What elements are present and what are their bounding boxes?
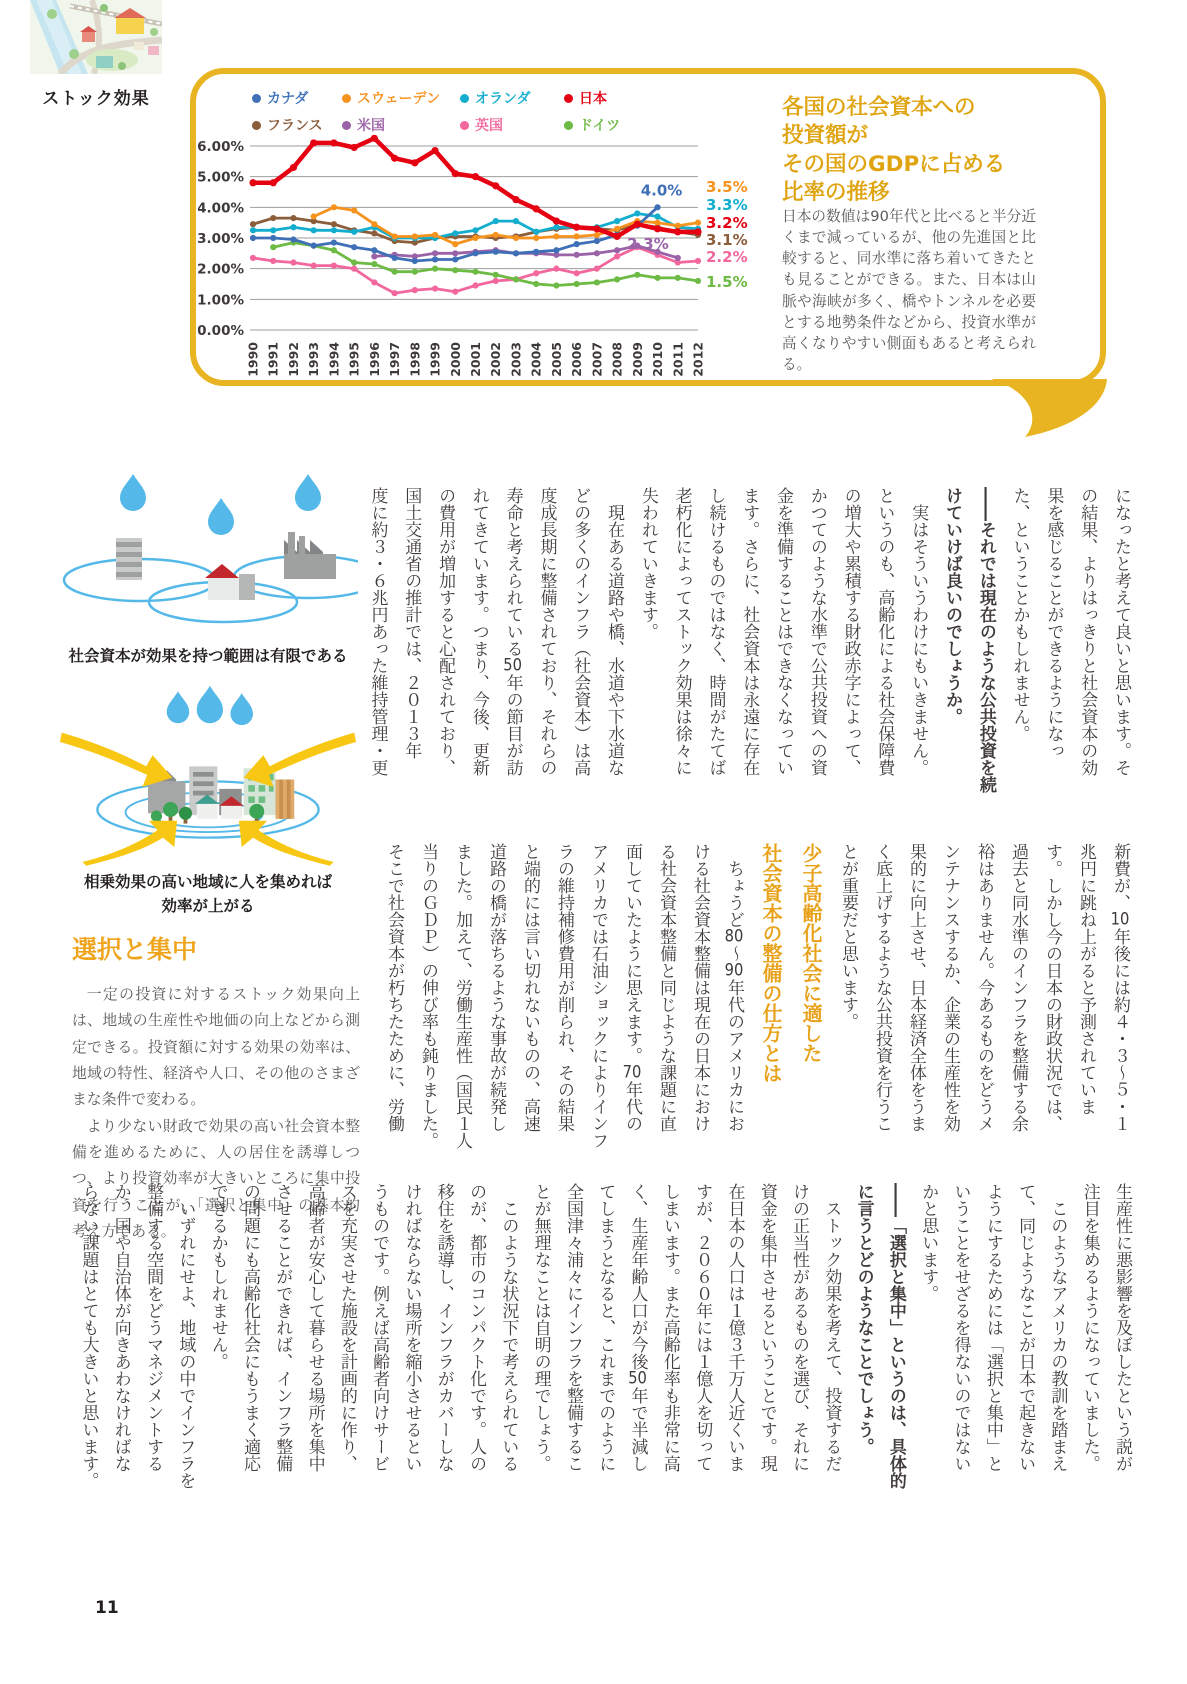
chart-series-point (492, 182, 499, 189)
chart-x-tick-label: 2009 (629, 342, 645, 377)
article-column: ようにするためには「選択と集中」と (982, 1183, 1003, 1472)
article-question-column: に言うとどのようなことでしょう。 (853, 1183, 874, 1455)
chart-series-point (594, 250, 600, 256)
chart-series-point (351, 259, 357, 265)
article-column: 高齢者が安心して暮らせる場所を集中 (304, 1183, 325, 1472)
chart-series-point (250, 227, 256, 233)
chart-series-point (452, 267, 458, 273)
article-column: いうことをせざるを得ないのではない (950, 1183, 971, 1472)
chart-series-point (675, 223, 681, 229)
article-column: このような状況下で考えられている (498, 1183, 519, 1472)
chart-series-point (513, 218, 519, 224)
chart-series-point (270, 258, 276, 264)
chart-series-point (493, 272, 499, 278)
article-heading-column: 少子高齢化社会に適した (799, 843, 823, 1063)
chart-x-tick-label: 1999 (427, 342, 443, 377)
article-column: ちょうど80〜90年代のアメリカにお (724, 843, 744, 1132)
chart-series-point (674, 228, 681, 235)
chart-series-point (614, 226, 620, 232)
chart-title-line: 各国の社会資本への (782, 95, 976, 120)
sidebar-paragraph: 一定の投資に対するストック効果向上は、地域の生産性や地価の向上などから測定できる。投資額に対する効果の効率は、地域の特性、経済や人口、その他のさまざまな条件で変わる。 (72, 986, 360, 1109)
chart-series-point (614, 218, 620, 224)
article-column: の結果、よりはっきりと社会資本の効 (1077, 487, 1098, 776)
chart-series-point (331, 247, 337, 253)
article-column: か、国や自治体が向きあわなければな (110, 1183, 131, 1472)
chart-series-point (533, 235, 539, 241)
chart-series-point (310, 139, 317, 146)
chart-series-point (553, 218, 560, 225)
chart-series-point (654, 213, 660, 219)
chart-series-point (452, 230, 458, 236)
article-column: スを充実させた施設を計画的に作り、 (336, 1183, 357, 1472)
article-column: 度成長期に整備されており、それらの (536, 487, 557, 776)
chart-series-point (432, 256, 438, 262)
chart-series-point (270, 235, 276, 241)
article-column: 裕はありません。今あるものをどうメ (974, 843, 994, 1132)
chart-y-tick-label: 2.00% (198, 261, 244, 278)
chart-x-tick-label: 2010 (650, 342, 666, 377)
chart-x-tick-label: 1993 (306, 342, 322, 377)
chart-series-point (493, 232, 499, 238)
chart-series-point (290, 236, 296, 242)
article-column: 過去と同水準のインフラを整備する余 (1008, 843, 1028, 1132)
chart-series-point (290, 164, 297, 171)
article-column: 兆円に跳ね上がると予測されていま (1076, 843, 1096, 1115)
chart-series-point (513, 276, 519, 282)
article-column: 実はそういうわけにもいきません。 (908, 487, 929, 776)
article-column: ンテナンスするか、企業の生産性を効 (940, 843, 960, 1132)
chart-x-tick-label: 1997 (387, 342, 403, 377)
chart-end-label: 3.1% (706, 231, 748, 249)
chart-x-tick-label: 2002 (488, 342, 504, 377)
article-column: て、同じようなことが日本で起きない (1015, 1183, 1036, 1472)
legend-dot-icon (564, 94, 573, 103)
chart-series-point (371, 230, 377, 236)
chart-x-tick-label: 2005 (548, 342, 564, 377)
chart-series-point (553, 282, 559, 288)
chart-series-point (654, 204, 660, 210)
article-column: ラの維持補修費用が削られ、その結果 (554, 843, 574, 1132)
chart-series-point (553, 224, 559, 230)
chart-series-point (250, 235, 256, 241)
figure1-caption: 社会資本が効果を持つ範囲は有限である (68, 647, 348, 665)
legend-label: 日本 (579, 91, 607, 107)
chart-series-point (634, 272, 640, 278)
chart-series-point (593, 225, 600, 232)
chart-series-point (472, 250, 478, 256)
sidebar-heading: 選択と集中 (72, 935, 198, 964)
article-column: ます。さらに、社会資本は永遠に存在 (739, 487, 760, 776)
chart-container (198, 128, 768, 387)
article-column: 国土交通省の推計では、２０１３年 (401, 487, 422, 759)
article-column: 移住を誘導し、インフラがカバーしな (433, 1183, 454, 1472)
article-column: す。しかし今の日本の財政状況では、 (1042, 843, 1062, 1132)
chart-series-point (613, 233, 620, 240)
article-column: る社会資本整備と同じような課題に直 (656, 843, 676, 1132)
legend-dot-icon (460, 94, 469, 103)
chart-series-point (594, 238, 600, 244)
article-column: どの多くのインフラ（社会資本）は高 (570, 487, 591, 776)
chart-series-point (533, 205, 540, 212)
chart-title (782, 94, 1005, 208)
chart-series-point (614, 247, 620, 253)
chart-series-point (331, 227, 337, 233)
article-column: ました。加えて、労働生産性（国民１人 (452, 843, 472, 1149)
legend-dot-icon (342, 94, 351, 103)
chart-series-point (331, 239, 337, 245)
concentration-illustration (58, 676, 358, 868)
chart-series-point (290, 215, 296, 221)
chart-series-point (533, 270, 539, 276)
chart-series-point (452, 289, 458, 295)
legend-label: カナダ (267, 91, 309, 107)
line-chart (198, 128, 768, 383)
chart-series-point (412, 233, 418, 239)
chart-x-tick-label: 2000 (447, 342, 463, 377)
article-column: 全国津々浦々にインフラを整備するこ (562, 1183, 583, 1472)
chart-series-point (695, 258, 701, 264)
chart-series-point (452, 256, 458, 262)
chart-series-point (694, 228, 701, 235)
legend-item (564, 88, 638, 108)
legend-label: 米国 (357, 118, 385, 134)
chart-series-point (594, 279, 600, 285)
chart-end-label: 2.3% (627, 234, 669, 253)
article-column: そこで社会資本が朽ちたために、労働 (384, 843, 404, 1132)
chart-series-point (331, 204, 337, 210)
chart-series-point (614, 253, 620, 259)
chart-y-tick-label: 4.00% (198, 200, 244, 217)
chart-series-point (553, 266, 559, 272)
article-column: れてきています。つまり、今後、更新 (468, 487, 489, 776)
chart-series-point (391, 233, 397, 239)
chart-series-point (574, 270, 580, 276)
chart-series-point (371, 247, 377, 253)
article-column: 度に約３・６兆円あった維持管理・更 (367, 487, 388, 776)
page-number: 11 (95, 1598, 119, 1618)
article-column: と端的には言い切れないものの、高速 (520, 843, 540, 1132)
article-heading-column: 社会資本の整備の仕方とは (759, 843, 783, 1083)
chart-series-point (270, 244, 276, 250)
chart-series-point (270, 179, 277, 186)
section-label: ストック効果 (42, 89, 150, 109)
article-column: かと思います。 (918, 1183, 939, 1302)
chart-y-tick-label: 6.00% (198, 138, 244, 155)
article-column: の費用が増加すると心配されており、 (435, 487, 456, 776)
article-column: のが、都市のコンパクト化です。人の (466, 1183, 487, 1472)
chart-series-point (270, 215, 276, 221)
chart-title-line: 投資額が (782, 123, 869, 149)
chart-series-point (573, 224, 580, 231)
legend-label: フランス (267, 118, 323, 134)
chart-series-point (493, 218, 499, 224)
chart-series-point (311, 262, 317, 268)
chart-series-point (675, 255, 681, 261)
chart-series-point (675, 275, 681, 281)
article-column: 寿命と考えられている50年の節目が訪 (502, 487, 523, 776)
chart-series-point (250, 221, 256, 227)
chart-x-tick-label: 2007 (589, 342, 605, 377)
chart-series-point (311, 213, 317, 219)
chart-title-line: その国のGDPに占める (782, 151, 1006, 177)
chart-series-point (412, 269, 418, 275)
factory-icon (284, 532, 336, 579)
chart-series-point (351, 229, 357, 235)
article-column: の問題にも高齢化社会にもうまく適応 (239, 1183, 260, 1472)
article-column: というのも、高齢化による社会保障費 (874, 487, 895, 776)
chart-series-point (432, 285, 438, 291)
chart-series-point (533, 249, 539, 255)
chart-series-point (371, 135, 378, 142)
article-column: 果的に向上させ、日本経済全体をうま (906, 843, 926, 1132)
chart-end-label: 1.5% (706, 273, 748, 291)
chart-series-point (553, 247, 559, 253)
chart-series-point (472, 269, 478, 275)
article-column: ストック効果を考えて、投資するだ (821, 1183, 842, 1472)
corner-illustration-block (30, 0, 162, 109)
chart-series-point (574, 233, 580, 239)
chart-series-point (574, 281, 580, 287)
chart-series-point (270, 227, 276, 233)
legend-label: スウェーデン (357, 91, 441, 107)
chart-series-point (391, 255, 397, 261)
chart-series-point (330, 139, 337, 146)
chart-series-point (411, 159, 418, 166)
chart-series-point (512, 196, 519, 203)
chart-end-label: 3.5% (706, 178, 748, 196)
chart-x-tick-label: 1994 (326, 342, 342, 377)
article-column: らない課題はとても大きいと思います。 (78, 1183, 99, 1489)
chart-series-point (594, 232, 600, 238)
chart-series-point (432, 232, 438, 238)
article-column: すが、２０６０年には１億人を切って (692, 1183, 713, 1472)
article-column: し続けるものではなく、時間がたてば (705, 487, 726, 776)
article-column: てしまうとなると、これまでのように (595, 1183, 616, 1472)
chart-series-point (351, 144, 358, 151)
chart-series-point (412, 258, 418, 264)
chart-x-tick-label: 2003 (508, 342, 524, 377)
article-column: 新費が、10年後には約４・３〜５・１ (1110, 843, 1130, 1132)
article-column: かつてのような水準で公共投資への資 (806, 487, 827, 776)
article-column: 果を感じることができるようになっ (1043, 487, 1064, 759)
article-column: けの正当性があるものを選び、それに (789, 1183, 810, 1472)
chart-series-point (431, 147, 438, 154)
chart-series-point (574, 252, 580, 258)
chart-series-point (513, 235, 519, 241)
chart-series-point (371, 221, 377, 227)
chart-y-tick-label: 0.00% (198, 323, 244, 339)
chart-series-point (533, 229, 539, 235)
article-column: 在日本の人口は１億３千万人近くいま (724, 1183, 745, 1472)
chart-series-point (513, 250, 519, 256)
chart-x-tick-label: 1996 (366, 342, 382, 377)
article-question-column: ――「選択と集中」というのは、具体的 (885, 1183, 906, 1489)
article-column: 面していたように思えます。70年代の (622, 843, 642, 1132)
chart-series-point (391, 290, 397, 296)
article-column: 注目を集めるようになっていました。 (1079, 1183, 1100, 1472)
chart-description: 日本の数値は90年代と比べると半分近くまで減っているが、他の先進国と比較すると、同水準に落ち着いてきたとも見ることができる。また、日本は山脈や海峡が多く、橋やトンネルを必要とする地勢条件などから、投資水準が高くなりやすい側面もあると考えられる。 (782, 208, 1036, 374)
article-column: いずれにせよ、地域の中でインフラを (175, 1183, 196, 1489)
article-column: 失われていきます。 (637, 487, 658, 640)
article-column: 資金を集中させるということです。現 (756, 1183, 777, 1472)
chart-end-label: 2.2% (706, 248, 748, 266)
legend-dot-icon (252, 94, 261, 103)
chart-series-point (412, 287, 418, 293)
chart-x-tick-label: 2011 (670, 341, 686, 377)
chart-series-point (452, 250, 458, 256)
limited-range-illustration (58, 462, 358, 638)
article-column: うものです。例えば高齢者向けサービ (369, 1183, 390, 1472)
article-column: 老朽化によってストック効果は徐々に (671, 487, 692, 776)
chart-series-point (351, 244, 357, 250)
article-column: になったと考えて良いと思います。そ (1111, 487, 1131, 776)
chart-series-point (311, 243, 317, 249)
chart-series-point (331, 221, 337, 227)
chart-x-tick-label: 1990 (245, 342, 261, 377)
chart-title-line: 比率の推移 (782, 180, 890, 206)
chart-series-point (290, 224, 296, 230)
article-column: ける社会資本整備は現在の日本におけ (690, 843, 710, 1132)
chart-series-point (249, 179, 256, 186)
chart-series-point (472, 235, 478, 241)
chart-series-point (371, 261, 377, 267)
chart-series-point (574, 241, 580, 247)
chart-series-point (351, 207, 357, 213)
article-column: させることができれば、インフラ整備 (272, 1183, 293, 1472)
article-column: できるかもしれません。 (207, 1183, 228, 1370)
chart-y-tick-label: 5.00% (198, 169, 244, 186)
chart-series-point (695, 278, 701, 284)
article-column: とが重要だと思います。 (838, 843, 858, 1030)
chart-series-point (290, 259, 296, 265)
speech-bubble-tail (985, 379, 1109, 441)
chart-series-point (654, 220, 660, 226)
chart-x-tick-label: 1998 (407, 342, 423, 377)
article-column: 当りのＧＤＰ）の伸び率も鈍りました。 (418, 843, 438, 1149)
chart-series-point (493, 249, 499, 255)
legend-label: 英国 (475, 118, 503, 134)
article-column: く底上げするような公共投資を行うこ (872, 843, 892, 1132)
article-band-middle (357, 843, 1137, 1169)
chart-series-point (472, 227, 478, 233)
figure2-caption: 相乗効果の高い地域に人を集めれば 効率が上がる (83, 873, 332, 916)
chart-x-tick-label: 2008 (609, 342, 625, 377)
legend-item (252, 88, 342, 108)
chart-series-point (331, 262, 337, 268)
chart-series-point (351, 266, 357, 272)
chart-y-tick-label: 1.00% (198, 292, 244, 309)
chart-series-point (533, 281, 539, 287)
article-question-column: ――それでは現在のような公共投資を続 (975, 487, 996, 793)
chart-series-point (634, 210, 640, 216)
chart-x-tick-label: 2012 (690, 342, 706, 377)
article-column: く、生産年齢人口が今後50年で半減し (627, 1183, 648, 1472)
chart-series-point (452, 170, 459, 177)
chart-series-point (371, 253, 377, 259)
legend-item (342, 88, 460, 108)
chart-series-point (391, 155, 398, 162)
article-band-bottom (68, 1183, 1138, 1563)
chart-x-tick-label: 1995 (346, 342, 362, 377)
chart-series-point (432, 250, 438, 256)
town-map-illustration (30, 0, 162, 74)
house-icon (205, 564, 255, 600)
article-column: た、ということかもしれません。 (1009, 487, 1030, 742)
chart-series-point (594, 266, 600, 272)
chart-series-point (371, 279, 377, 285)
chart-series-point (654, 225, 661, 232)
chart-series-point (391, 269, 397, 275)
article-column: アメリカでは石油ショックによりインフ (588, 843, 608, 1149)
chart-series-point (493, 278, 499, 284)
chart-x-tick-label: 1992 (285, 342, 301, 377)
chart-series-point (250, 255, 256, 261)
chart-series-point (553, 233, 559, 239)
chart-series-point (432, 266, 438, 272)
chart-series-point (311, 227, 317, 233)
legend-item (460, 88, 564, 108)
article-column: の増大や累積する財政赤字によって、 (840, 487, 861, 776)
chart-x-tick-label: 2001 (468, 342, 483, 377)
article-column: 金を準備することはできなくなってい (773, 487, 794, 776)
chart-series-point (634, 221, 641, 228)
article-column: 道路の橋が落ちるような事故が続発し (486, 843, 506, 1132)
chart-end-label: 3.2% (706, 214, 748, 232)
article-column: 現在ある道路や橋、水道や下水道な (604, 487, 625, 776)
legend-label: ドイツ (579, 118, 621, 134)
chart-series-point (695, 220, 701, 226)
legend-label: オランダ (475, 91, 531, 107)
chart-y-tick-label: 3.00% (198, 230, 244, 247)
chart-series-point (452, 241, 458, 247)
article-column: このようなアメリカの教訓を踏まえ (1047, 1183, 1068, 1472)
chart-x-tick-label: 2006 (569, 342, 585, 377)
article-question-column: けていけば良いのでしょうか。 (942, 487, 963, 725)
chart-end-label: 4.0% (640, 181, 683, 200)
article-column: 生産性に悪影響を及ぼしたという説が (1112, 1183, 1132, 1472)
chart-series-point (472, 282, 478, 288)
article-column: とが無理なことは自明の理でしょう。 (530, 1183, 551, 1472)
chart-series-point (614, 276, 620, 282)
article-band-top (357, 487, 1137, 839)
building-icon (116, 538, 142, 580)
chart-x-tick-label: 2004 (528, 342, 544, 377)
chart-end-label: 3.3% (706, 196, 748, 214)
chart-x-tick-label: 1991 (265, 342, 281, 377)
chart-series-point (472, 173, 479, 180)
article-column: ければならない場所を縮小させるとい (401, 1183, 422, 1472)
article-column: しまいます。また高齢化率も非常に高 (659, 1183, 680, 1472)
article-column: 整備する空間をどうマネジメントする (143, 1183, 164, 1472)
sidebar-paragraph: より少ない財政で効果の高い社会資本整備を進めるために、人の居住を誘導しつつ、より投資効率が大きいところに集中投資を行うことが、「選択と集中」の基本的考え方である。 (72, 1117, 360, 1240)
chart-series-point (654, 275, 660, 281)
